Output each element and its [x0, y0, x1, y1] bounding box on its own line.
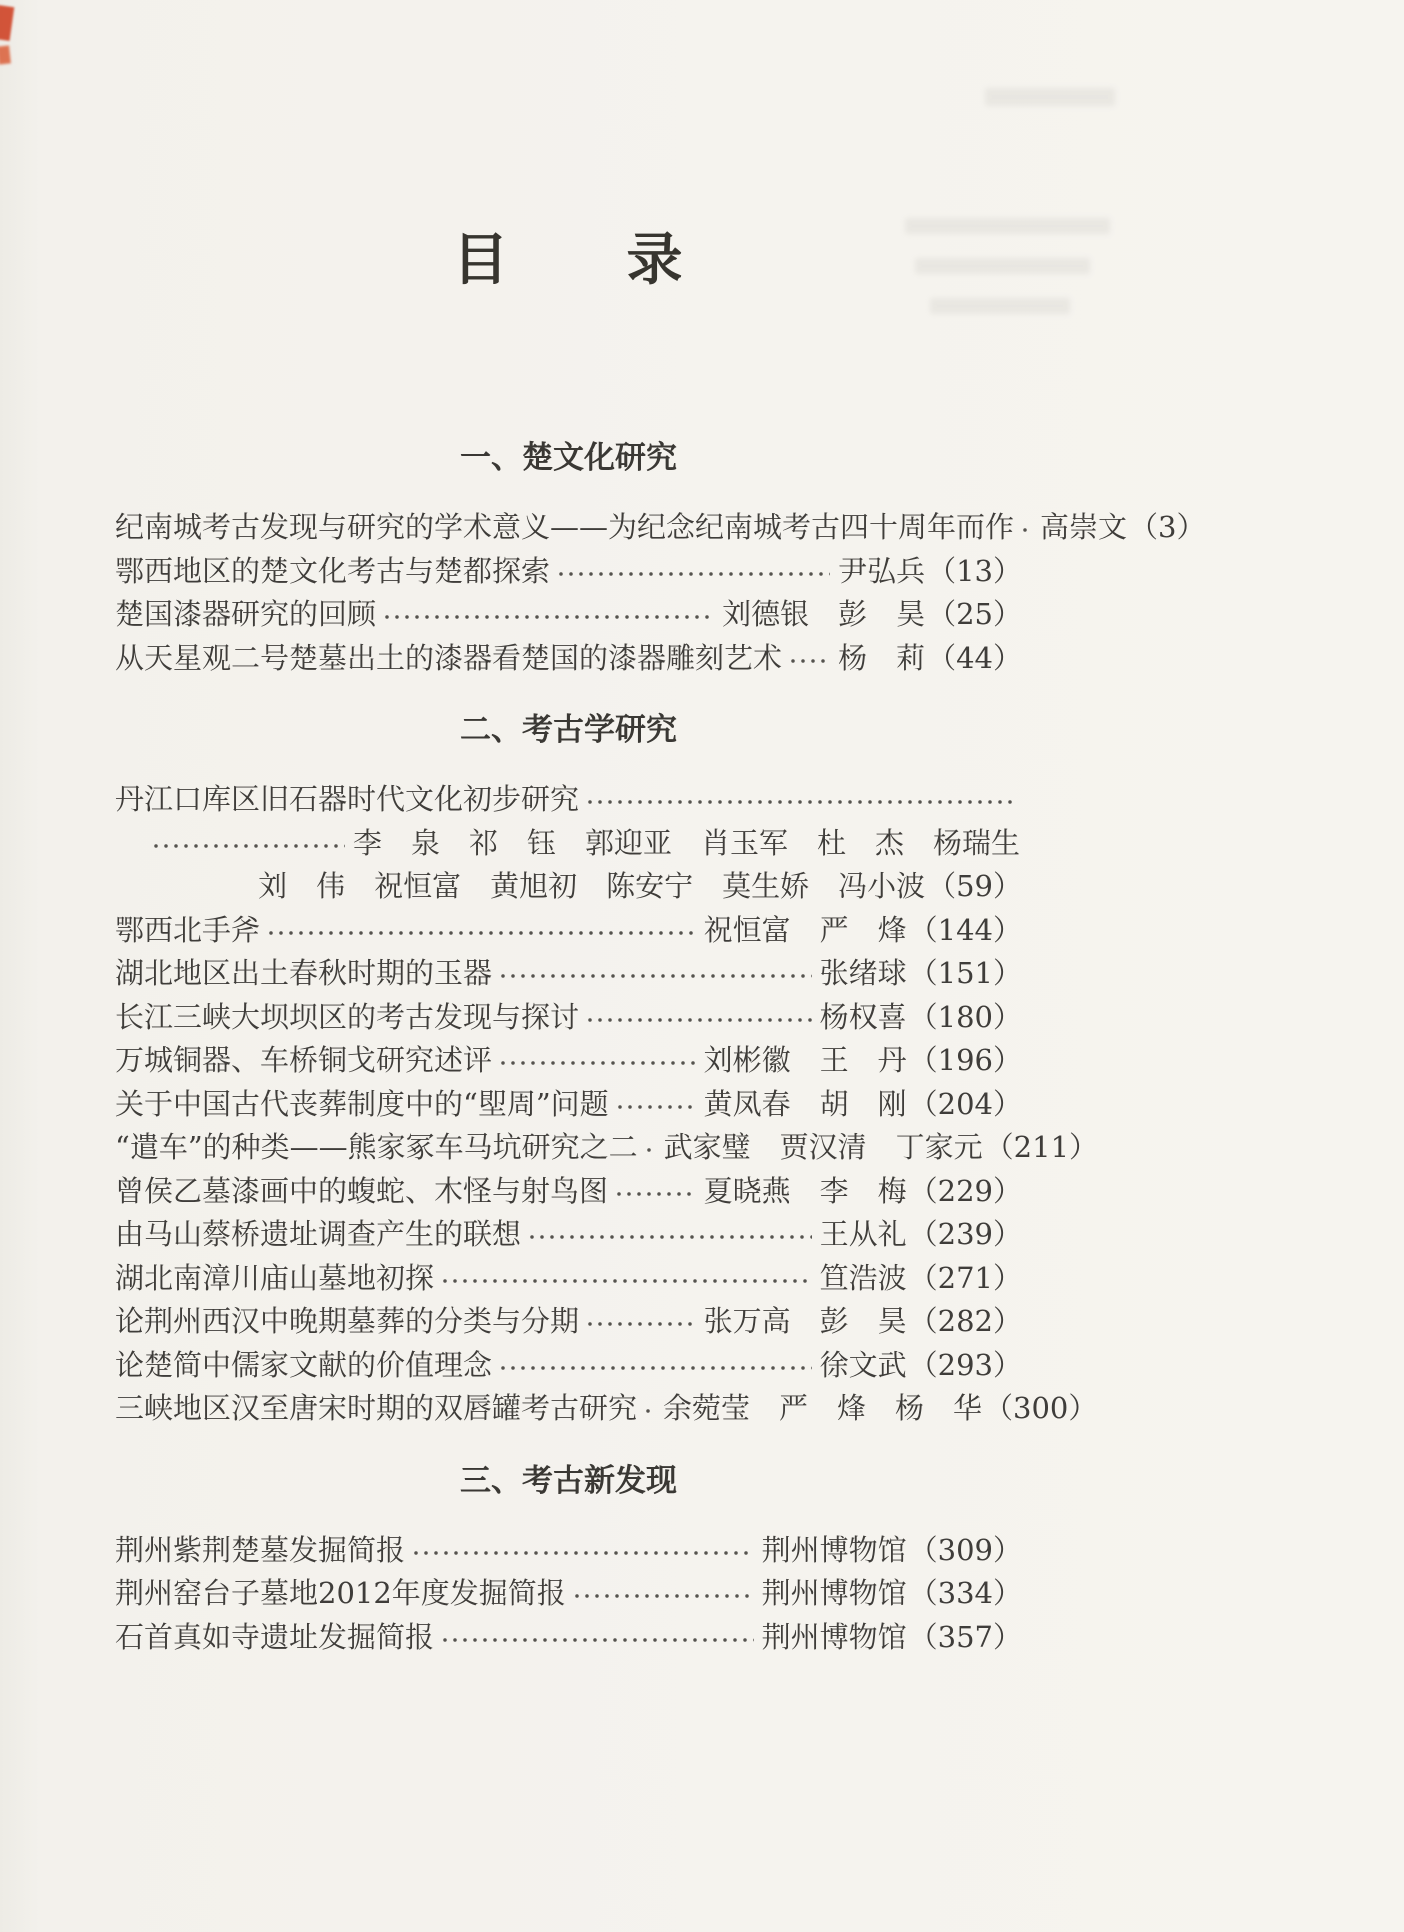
- entry-title: 荆州窑台子墓地2012年度发掘简报: [115, 1576, 566, 1610]
- entry-title: “遣车”的种类——熊家冢车马坑研究之二: [115, 1130, 638, 1164]
- dotted-leader: [440, 1616, 754, 1660]
- entry-page-number: （357）: [908, 1619, 1022, 1654]
- entry-title: 鄂西北手斧: [115, 912, 261, 947]
- toc-entry-row: [115, 1572, 1022, 1616]
- entry-authors: 王从礼: [819, 1217, 907, 1251]
- toc-entry-row: [115, 1387, 1098, 1431]
- entry-authors: 杨权喜: [819, 999, 907, 1034]
- entry-authors: 夏晓燕 李 梅: [703, 1173, 907, 1208]
- red-ink-mark: [0, 45, 11, 64]
- entry-title: 由马山蔡桥遗址调查产生的联想: [115, 1217, 522, 1251]
- entry-page-number: （151）: [908, 956, 1022, 990]
- entry-page-number: （204）: [908, 1086, 1022, 1121]
- entry-title: 曾侯乙墓漆画中的蝮蛇、木怪与射鸟图: [115, 1173, 609, 1208]
- entry-page-number: （25）: [927, 597, 1022, 631]
- toc-sections: [115, 436, 1206, 1659]
- entry-authors: 张绪球: [819, 956, 907, 990]
- entry-authors: 李 泉 祁 钰 郭迎亚 肖玉军 杜 杰 杨瑞生: [352, 825, 1020, 860]
- toc-entry-row: [115, 1616, 1022, 1660]
- toc-entry-row: [115, 1529, 1022, 1573]
- toc-entry-row: [115, 593, 1022, 637]
- entry-title: 长江三峡大坝坝区的考古发现与探讨: [115, 999, 580, 1034]
- section-heading: 一、楚文化研究: [460, 440, 677, 475]
- dotted-leader: [527, 1213, 812, 1257]
- page-title: 目 录: [452, 227, 685, 293]
- entry-title: 鄂西地区的楚文化考古与楚都探索: [115, 553, 551, 588]
- entry-authors: 尹弘兵: [838, 553, 926, 588]
- entry-page-number: （300）: [984, 1391, 1098, 1425]
- entry-authors: 张万高 彭 昊: [703, 1304, 907, 1338]
- dotted-leader: [614, 1170, 696, 1214]
- entry-title: 从天星观二号楚墓出土的漆器看楚国的漆器雕刻艺术: [115, 640, 783, 675]
- dotted-leader: [556, 550, 830, 594]
- entry-page-number: （282）: [908, 1304, 1022, 1338]
- toc-entry-row: [115, 637, 1022, 681]
- entry-authors: 武家璧 贾汉清 丁家元: [663, 1130, 983, 1164]
- entry-authors: 刘德银 彭 昊: [722, 597, 926, 631]
- entry-authors: 高崇文: [1040, 510, 1128, 544]
- toc-entry-row: [115, 550, 1022, 594]
- entry-page-number: （44）: [927, 640, 1022, 675]
- entry-page-number: （196）: [908, 1043, 1022, 1077]
- dotted-leader: [382, 593, 714, 637]
- toc-entry-row: [115, 778, 1022, 822]
- toc-entry-row: [115, 1083, 1022, 1127]
- entry-authors: 余菀莹 严 烽 杨 华: [663, 1391, 983, 1425]
- dotted-leader: [411, 1529, 754, 1573]
- section-heading: 三、考古新发现: [460, 1462, 677, 1498]
- dotted-leader: [585, 778, 1014, 822]
- dotted-leader: [151, 822, 345, 866]
- toc-entry-row: [115, 1213, 1022, 1257]
- dotted-leader: [643, 1387, 655, 1431]
- dotted-leader: [585, 1300, 696, 1344]
- dotted-leader: [498, 952, 812, 996]
- entry-title: 荆州紫荆楚墓发掘简报: [115, 1532, 406, 1567]
- entry-title: 关于中国古代丧葬制度中的“堲周”问题: [115, 1086, 609, 1121]
- entry-page-number: （211）: [984, 1130, 1099, 1164]
- entry-authors: 祝恒富 严 烽: [703, 912, 907, 947]
- dotted-leader: [498, 1039, 696, 1083]
- toc-entry-row: [115, 909, 1022, 953]
- entry-page-number: （239）: [908, 1217, 1022, 1251]
- entry-title: 论楚简中儒家文献的价值理念: [115, 1347, 493, 1382]
- entry-page-number: （3）: [1129, 510, 1206, 544]
- entry-authors: 徐文武: [819, 1347, 907, 1382]
- entry-title: 湖北地区出土春秋时期的玉器: [115, 956, 493, 990]
- dotted-leader: [585, 996, 812, 1040]
- toc-entry-row: [115, 1170, 1022, 1214]
- dotted-leader: [644, 1126, 656, 1170]
- entry-title: 论荆州西汉中晚期墓葬的分类与分期: [115, 1304, 580, 1338]
- dotted-leader: [440, 1257, 812, 1301]
- dotted-leader: [615, 1083, 696, 1127]
- toc-entry-row: [115, 1257, 1022, 1301]
- entry-authors: 刘 伟 祝恒富 黄旭初 陈安宁 莫生娇 冯小波: [258, 869, 926, 903]
- entry-page-number: （293）: [908, 1347, 1022, 1382]
- toc-entry-row: [115, 1344, 1022, 1388]
- entry-page-number: （180）: [908, 999, 1022, 1034]
- toc-content: [115, 0, 1206, 1659]
- toc-entry-row: [115, 506, 1206, 550]
- section-entries: [115, 778, 1099, 1431]
- toc-entry-row: [115, 1300, 1022, 1344]
- toc-entry-row: [115, 865, 1022, 909]
- section-entries: [115, 506, 1206, 680]
- dotted-leader: [266, 909, 696, 953]
- toc-entry-row: [115, 996, 1022, 1040]
- toc-entry-row: [115, 822, 1022, 866]
- entry-authors: 黄凤春 胡 刚: [703, 1086, 907, 1121]
- section-heading: 二、考古学研究: [460, 712, 677, 747]
- entry-title: 三峡地区汉至唐宋时期的双唇罐考古研究: [115, 1391, 638, 1425]
- entry-page-number: （229）: [908, 1173, 1022, 1208]
- dotted-leader: [498, 1344, 812, 1388]
- entry-authors: 刘彬徽 王 丹: [703, 1043, 907, 1077]
- toc-entry-row: [115, 952, 1022, 996]
- entry-page-number: （271）: [908, 1260, 1022, 1295]
- entry-authors: 笪浩波: [819, 1260, 907, 1295]
- entry-authors: 荆州博物馆: [761, 1619, 907, 1654]
- toc-entry-row: [115, 1039, 1022, 1083]
- entry-title: 万城铜器、车桥铜戈研究述评: [115, 1043, 493, 1077]
- entry-title: 石首真如寺遗址发掘简报: [115, 1619, 435, 1654]
- entry-title: 纪南城考古发现与研究的学术意义——为纪念纪南城考古四十周年而作: [115, 510, 1015, 544]
- entry-authors: 荆州博物馆: [761, 1532, 907, 1567]
- dotted-leader: [572, 1572, 754, 1616]
- red-ink-mark: [0, 5, 14, 41]
- entry-authors: 杨 莉: [838, 640, 926, 675]
- dotted-leader: [1020, 506, 1032, 550]
- entry-title: 湖北南漳川庙山墓地初探: [115, 1260, 435, 1295]
- entry-page-number: （144）: [908, 912, 1022, 947]
- entry-authors: 荆州博物馆: [761, 1576, 907, 1610]
- entry-page-number: （334）: [908, 1576, 1022, 1610]
- entry-page-number: （13）: [927, 553, 1022, 588]
- section-entries: [115, 1529, 1022, 1660]
- entry-page-number: （59）: [927, 869, 1022, 903]
- dotted-leader: [788, 637, 830, 681]
- entry-page-number: （309）: [908, 1532, 1022, 1567]
- entry-title: 丹江口库区旧石器时代文化初步研究: [115, 782, 580, 816]
- entry-title: 楚国漆器研究的回顾: [115, 597, 377, 631]
- toc-entry-row: [115, 1126, 1099, 1170]
